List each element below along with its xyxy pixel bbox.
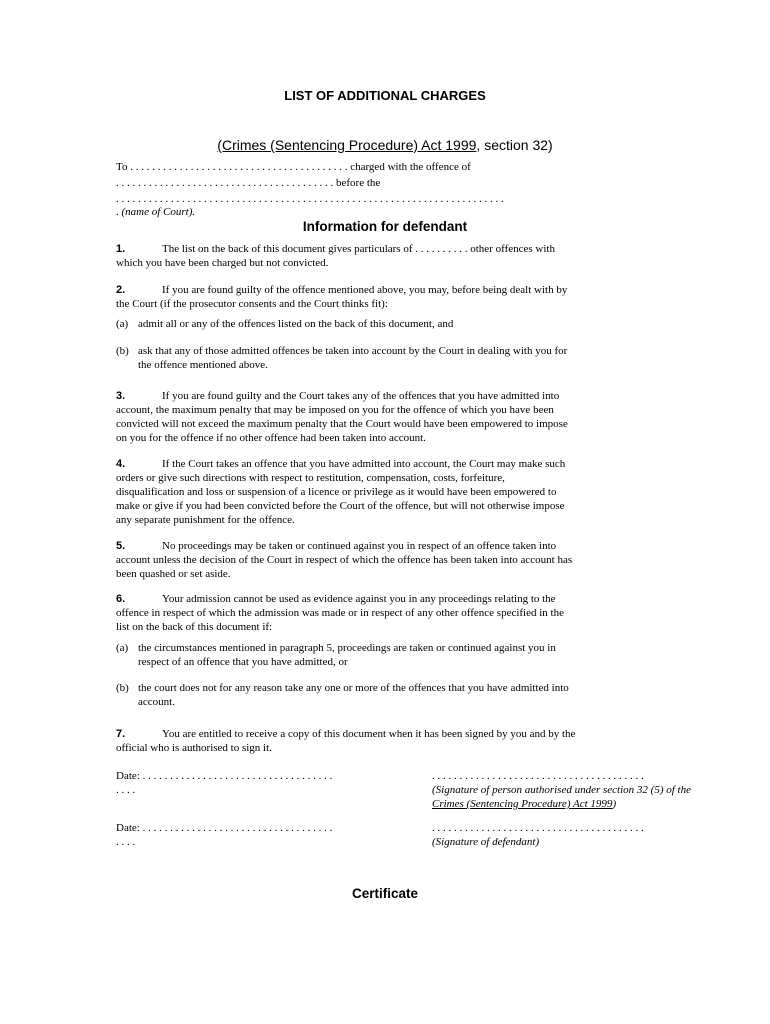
paragraph-text: If you are found guilty and the Court takes any of the offences that you have admitted into — [162, 390, 560, 402]
item-text: admit all or any of the offences listed on the back of this document, and — [138, 318, 454, 330]
paragraph-text: Your admission cannot be used as evidence against you in any proceedings relating to the — [162, 593, 556, 605]
paragraph-1 — [116, 242, 656, 270]
certificate-heading: Certificate — [351, 886, 419, 901]
paragraph-text: The list on the back of this document gives particulars of — [162, 243, 413, 255]
paragraph-text: disqualification and loss or suspension of a licence or privilege as it would have been empowered to — [116, 486, 557, 498]
to-label: To — [116, 161, 128, 173]
date-label: Date: — [116, 770, 140, 782]
paragraph-5 — [116, 539, 656, 581]
date-field-2[interactable] — [116, 821, 332, 835]
before-text: before the — [336, 177, 381, 189]
document-title: LIST OF ADDITIONAL CHARGES — [284, 88, 486, 103]
item-text: the offence mentioned above. — [138, 359, 268, 371]
paragraph-text: offence in respect of which the admission was made or in respect of any other offence specified in the — [116, 607, 564, 619]
item-label: (b) — [116, 345, 129, 357]
act-name: (Crimes (Sentencing Procedure) Act 1999 — [217, 137, 477, 153]
paragraph-text: You are entitled to receive a copy of this document when it has been signed by you and by the — [162, 728, 576, 740]
paragraph-text: any separate punishment for the offence. — [116, 514, 295, 526]
paragraph-number: 3. — [116, 390, 126, 402]
paragraph-text: No proceedings may be taken or continued against you in respect of an offence taken into — [162, 540, 557, 552]
caption-close: ) — [612, 798, 617, 810]
paragraph-text: the Court (if the prosecutor consents and the Court thinks fit): — [116, 298, 388, 310]
defendant-name-blank: . . . . . . . . . . . . . . . . . . . . . . . . . . . . . . . . . . . . . . . . — [130, 161, 348, 173]
paragraph-text: list on the back of this document if: — [116, 621, 273, 633]
authorised-signature-caption: (Signature of person authorised under section 32 (5) of the — [432, 784, 691, 796]
date-field-1[interactable] — [116, 769, 332, 783]
date-blank-continued: . . . . — [116, 836, 136, 848]
date-label: Date: — [116, 822, 140, 834]
paragraph-number: 7. — [116, 728, 126, 740]
paragraph-6-item-a — [116, 641, 656, 669]
authorised-signature-caption-2 — [432, 797, 616, 811]
paragraph-6 — [116, 592, 656, 634]
paragraph-text: on you for the offence if no other offence had been taken into account. — [116, 432, 426, 444]
item-label: (b) — [116, 682, 129, 694]
paragraph-number: 6. — [116, 593, 126, 605]
count-blank: . . . . . . . . . . — [415, 243, 468, 255]
paragraph-text: other offences with — [470, 243, 555, 255]
act-reference: Crimes (Sentencing Procedure) Act 1999 — [432, 798, 613, 810]
paragraph-2-item-a — [116, 317, 656, 331]
to-line-1 — [116, 160, 471, 174]
charged-text: charged with the offence of — [350, 161, 471, 173]
paragraph-3 — [116, 389, 656, 445]
date-blank: . . . . . . . . . . . . . . . . . . . . . . . . . . . . . . . . . . . — [142, 822, 333, 834]
item-label: (a) — [116, 642, 129, 654]
item-text: respect of an offence that you have admitted, or — [138, 656, 348, 668]
paragraph-number: 2. — [116, 284, 126, 296]
document-subtitle — [0, 137, 770, 153]
paragraph-text: orders or give such directions with respect to restitution, compensation, costs, forfeiture, — [116, 472, 505, 484]
paragraph-text: If the Court takes an offence that you have admitted into account, the Court may make such — [162, 458, 566, 470]
item-text: account. — [138, 696, 175, 708]
paragraph-text: If you are found guilty of the offence mentioned above, you may, before being dealt with by — [162, 284, 568, 296]
paragraph-text: convicted will not exceed the maximum penalty that the Court would have been empowered to impose — [116, 418, 568, 430]
paragraph-4 — [116, 457, 656, 527]
court-blank: . . . . . . . . . . . . . . . . . . . . . . . . . . . . . . . . . . . . . . . . . . . . . . . . . . . . . . . . . . . . . . . . . . . . . . . — [116, 193, 504, 205]
section-reference: , section 32) — [476, 137, 553, 153]
paragraph-text: which you have been charged but not convicted. — [116, 257, 329, 269]
paragraph-number: 1. — [116, 243, 126, 255]
court-note: (name of Court). — [121, 206, 196, 218]
paragraph-6-item-b — [116, 681, 656, 709]
to-line-2 — [116, 176, 380, 190]
paragraph-number: 4. — [116, 458, 126, 470]
item-text: the circumstances mentioned in paragraph 5, proceedings are taken or continued against you in — [138, 642, 556, 654]
item-text: the court does not for any reason take any one or more of the offences that you have admitted into — [138, 682, 569, 694]
paragraph-text: account unless the decision of the Court in respect of which the offence has been taken into account has — [116, 554, 573, 566]
paragraph-2-item-b — [116, 344, 656, 372]
paragraph-text: official who is authorised to sign it. — [116, 742, 272, 754]
court-blank-end: . — [116, 206, 119, 218]
paragraph-text: been quashed or set aside. — [116, 568, 231, 580]
authorised-signature-line[interactable]: . . . . . . . . . . . . . . . . . . . . . . . . . . . . . . . . . . . . . . . — [432, 770, 644, 782]
offence-blank: . . . . . . . . . . . . . . . . . . . . . . . . . . . . . . . . . . . . . . . . — [116, 177, 334, 189]
item-label: (a) — [116, 318, 129, 330]
to-line-4 — [116, 205, 195, 219]
paragraph-text: account, the maximum penalty that may be imposed on you for the offence of which you have been — [116, 404, 554, 416]
item-text: ask that any of those admitted offences be taken into account by the Court in dealing with you for — [138, 345, 568, 357]
paragraph-text: make or give if you had been convicted before the Court of the offence, but will not otherwise impose — [116, 500, 565, 512]
date-blank-continued: . . . . — [116, 784, 136, 796]
paragraph-number: 5. — [116, 540, 126, 552]
date-blank: . . . . . . . . . . . . . . . . . . . . . . . . . . . . . . . . . . . — [142, 770, 333, 782]
defendant-signature-line[interactable]: . . . . . . . . . . . . . . . . . . . . . . . . . . . . . . . . . . . . . . . — [432, 822, 644, 834]
defendant-signature-caption: (Signature of defendant) — [432, 836, 540, 848]
paragraph-2 — [116, 283, 656, 311]
paragraph-7 — [116, 727, 656, 755]
info-heading: Information for defendant — [302, 219, 468, 234]
